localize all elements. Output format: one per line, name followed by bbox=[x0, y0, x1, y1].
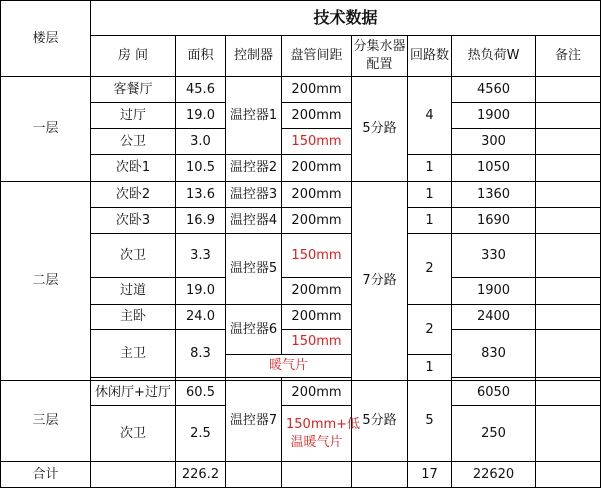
spacing-cell: 150mm bbox=[282, 129, 352, 155]
controller-cell: 温控器5 bbox=[226, 234, 282, 305]
header-loops: 回路数 bbox=[408, 36, 452, 77]
controller-cell: 温控器1 bbox=[226, 77, 282, 155]
controller-cell: 温控器3 bbox=[226, 182, 282, 208]
loops-cell: 2 bbox=[408, 234, 452, 305]
spacing-cell: 150mm+低温暖气片 bbox=[282, 406, 352, 462]
load-cell: 830 bbox=[452, 330, 536, 378]
remark-cell bbox=[536, 129, 601, 155]
spacing-cell: 200mm bbox=[282, 103, 352, 129]
load-cell: 1900 bbox=[452, 278, 536, 305]
area-cell: 13.6 bbox=[176, 182, 226, 208]
total-load: 22620 bbox=[452, 462, 536, 488]
area-cell: 3.3 bbox=[176, 234, 226, 278]
floor-cell: 三层 bbox=[1, 381, 91, 462]
manifold-cell: 5分路 bbox=[352, 381, 408, 462]
spacing-cell: 暖气片 bbox=[226, 355, 352, 378]
remark-cell bbox=[536, 381, 601, 406]
loops-cell: 1 bbox=[408, 208, 452, 234]
room-cell: 次卫 bbox=[91, 406, 176, 462]
remark-cell bbox=[536, 406, 601, 462]
room-cell: 休闲厅+过厅 bbox=[91, 381, 176, 406]
spacing-cell: 200mm bbox=[282, 155, 352, 182]
area-cell: 60.5 bbox=[176, 381, 226, 406]
header-spacing: 盘管间距 bbox=[282, 36, 352, 77]
load-cell: 6050 bbox=[452, 381, 536, 406]
room-cell: 公卫 bbox=[91, 129, 176, 155]
load-cell: 1900 bbox=[452, 103, 536, 129]
remark-cell bbox=[536, 182, 601, 208]
room-cell: 次卫 bbox=[91, 234, 176, 278]
room-cell: 次卧2 bbox=[91, 182, 176, 208]
remark-cell bbox=[536, 208, 601, 234]
spacing-cell: 150mm bbox=[282, 234, 352, 278]
load-cell: 4560 bbox=[452, 77, 536, 103]
table-title: 技术数据 bbox=[91, 1, 601, 36]
room-cell: 客餐厅 bbox=[91, 77, 176, 103]
load-cell: 1690 bbox=[452, 208, 536, 234]
area-cell: 3.0 bbox=[176, 129, 226, 155]
total-remark bbox=[536, 462, 601, 488]
header-room: 房 间 bbox=[91, 36, 176, 77]
area-cell: 45.6 bbox=[176, 77, 226, 103]
spacing-cell: 200mm bbox=[282, 208, 352, 234]
floor-cell: 一层 bbox=[1, 77, 91, 182]
controller-cell: 温控器2 bbox=[226, 155, 282, 182]
spacing-cell: 200mm bbox=[282, 305, 352, 330]
loops-cell: 4 bbox=[408, 77, 452, 155]
total-room bbox=[91, 462, 176, 488]
total-area: 226.2 bbox=[176, 462, 226, 488]
total-spacing bbox=[282, 462, 352, 488]
header-load: 热负荷W bbox=[452, 36, 536, 77]
area-cell: 16.9 bbox=[176, 208, 226, 234]
header-controller: 控制器 bbox=[226, 36, 282, 77]
floor-header: 楼层 bbox=[1, 1, 91, 77]
load-cell: 1050 bbox=[452, 155, 536, 182]
total-manifold bbox=[352, 462, 408, 488]
manifold-cell: 7分路 bbox=[352, 182, 408, 381]
remark-cell bbox=[536, 234, 601, 278]
remark-cell bbox=[536, 77, 601, 103]
room-cell: 次卧3 bbox=[91, 208, 176, 234]
loops-cell: 5 bbox=[408, 381, 452, 462]
load-cell: 250 bbox=[452, 406, 536, 462]
loops-cell: 2 bbox=[408, 305, 452, 355]
remark-cell bbox=[536, 155, 601, 182]
room-cell: 主卫 bbox=[91, 330, 176, 378]
room-cell: 过道 bbox=[91, 278, 176, 305]
header-manifold: 分集水器配置 bbox=[352, 36, 408, 77]
area-cell: 19.0 bbox=[176, 103, 226, 129]
loops-cell: 1 bbox=[408, 355, 452, 381]
spacing-cell: 200mm bbox=[282, 77, 352, 103]
load-cell: 2400 bbox=[452, 305, 536, 330]
remark-cell bbox=[536, 278, 601, 305]
room-cell: 主卧 bbox=[91, 305, 176, 330]
header-remark: 备注 bbox=[536, 36, 601, 77]
load-cell: 300 bbox=[452, 129, 536, 155]
loops-cell: 1 bbox=[408, 155, 452, 182]
area-cell: 8.3 bbox=[176, 330, 226, 378]
total-label: 合计 bbox=[1, 462, 91, 488]
floor-cell: 二层 bbox=[1, 182, 91, 381]
header-area: 面积 bbox=[176, 36, 226, 77]
controller-cell: 温控器4 bbox=[226, 208, 282, 234]
spacing-cell: 200mm bbox=[282, 182, 352, 208]
room-cell: 次卧1 bbox=[91, 155, 176, 182]
manifold-cell: 5分路 bbox=[352, 77, 408, 182]
spacing-cell: 200mm bbox=[282, 278, 352, 305]
remark-cell bbox=[536, 330, 601, 378]
loops-cell: 1 bbox=[408, 182, 452, 208]
spacing-cell: 150mm bbox=[282, 330, 352, 355]
total-loops: 17 bbox=[408, 462, 452, 488]
area-cell: 19.0 bbox=[176, 278, 226, 305]
room-cell: 过厅 bbox=[91, 103, 176, 129]
area-cell: 10.5 bbox=[176, 155, 226, 182]
remark-cell bbox=[536, 305, 601, 330]
controller-cell: 温控器6 bbox=[226, 305, 282, 355]
remark-cell bbox=[536, 103, 601, 129]
area-cell: 24.0 bbox=[176, 305, 226, 330]
controller-cell: 温控器7 bbox=[226, 381, 282, 462]
total-controller bbox=[226, 462, 282, 488]
load-cell: 1360 bbox=[452, 182, 536, 208]
load-cell: 330 bbox=[452, 234, 536, 278]
spacing-cell: 200mm bbox=[282, 381, 352, 406]
area-cell: 2.5 bbox=[176, 406, 226, 462]
